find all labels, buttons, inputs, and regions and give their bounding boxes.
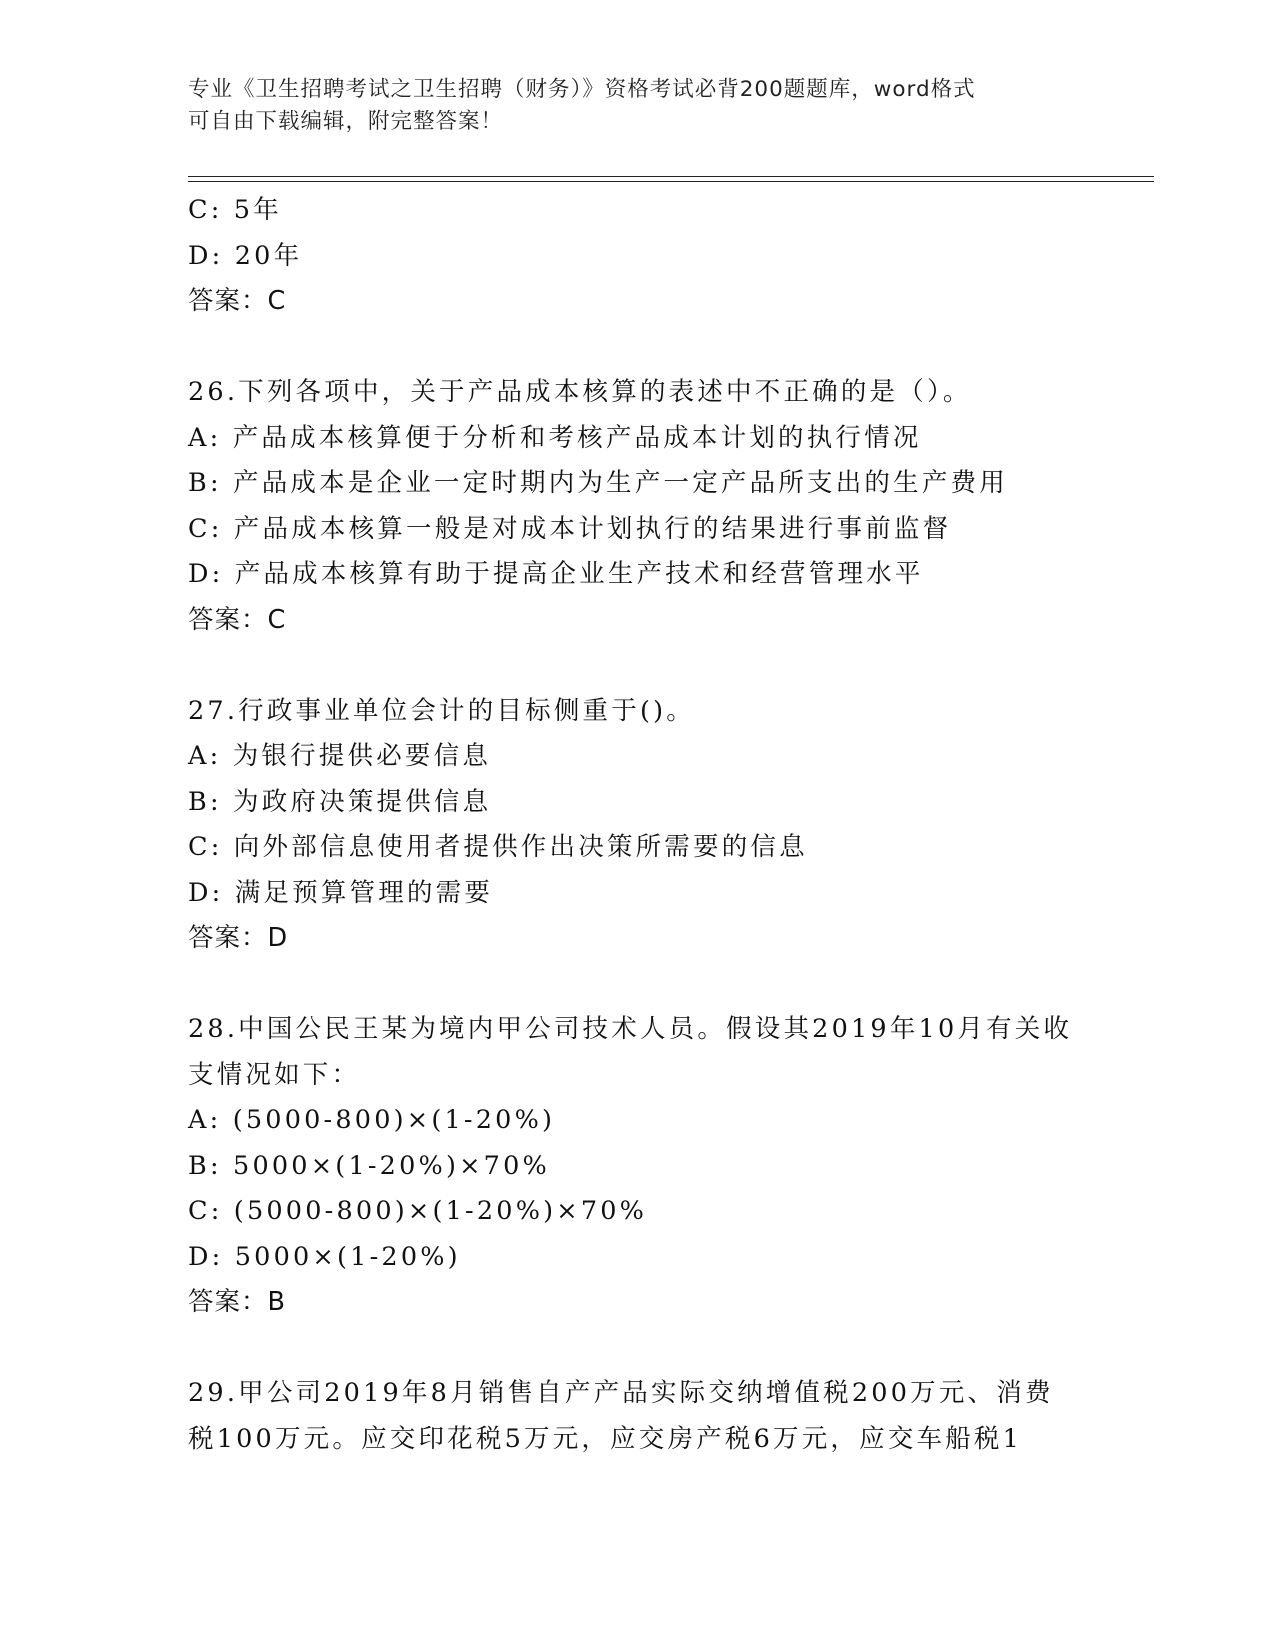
option-c: C: (5000-800)×(1-20%)×70% (188, 1196, 648, 1226)
question-29 (188, 1371, 1088, 1462)
question-25-continued (188, 188, 1088, 325)
option-d: D: 5000×(1-20%) (188, 1241, 461, 1272)
page-header (188, 74, 1088, 138)
header-line-2: 可自由下载编辑，附完整答案！ (188, 109, 504, 134)
option-a: A: 为银行提供必要信息 (188, 741, 492, 771)
option-b: B: 为政府决策提供信息 (188, 786, 492, 817)
header-rule-top (188, 176, 1154, 177)
question-stem: 27.行政事业单位会计的目标侧重于()。 (188, 695, 695, 726)
option-a: A: 产品成本核算便于分析和考核产品成本计划的执行情况 (188, 422, 922, 453)
option-a: A: (5000-800)×(1-20%) (188, 1105, 556, 1135)
header-rule-bottom (188, 181, 1154, 182)
question-26 (188, 370, 1088, 643)
option-b: B: 产品成本是企业一定时期内为生产一定产品所支出的生产费用 (188, 468, 1008, 498)
question-list (188, 188, 1088, 1462)
question-stem-continued: 支情况如下： (188, 1059, 361, 1090)
option-d: D: 满足预算管理的需要 (188, 877, 494, 908)
option-b: B: 5000×(1-20%)×70% (188, 1150, 550, 1181)
answer: 答案：C (188, 286, 287, 316)
question-stem-continued: 税100万元。应交印花税5万元，应交房产税6万元，应交车船税1 (188, 1423, 1023, 1454)
question-27 (188, 689, 1088, 962)
answer: 答案：C (188, 604, 287, 635)
spacer (188, 325, 1088, 371)
option-c: C: 向外部信息使用者提供作出决策所需要的信息 (188, 832, 808, 862)
question-stem: 26.下列各项中，关于产品成本核算的表述中不正确的是（）。 (188, 377, 972, 407)
spacer (188, 1326, 1088, 1372)
question-28 (188, 1007, 1088, 1326)
option-d: D: 20年 (188, 240, 303, 271)
option-d: D: 产品成本核算有助于提高企业生产技术和经营管理水平 (188, 559, 924, 589)
question-stem: 28.中国公民王某为境内甲公司技术人员。假设其2019年10月有关收 (188, 1014, 1073, 1044)
answer: 答案：D (188, 923, 289, 953)
option-c: C: 5年 (188, 195, 282, 225)
question-stem: 29.甲公司2019年8月销售自产产品实际交纳增值税200万元、消费 (188, 1378, 1054, 1408)
answer: 答案：B (188, 1287, 286, 1317)
spacer (188, 962, 1088, 1008)
header-line-1: 专业《卫生招聘考试之卫生招聘（财务）》资格考试必背200题题库，word格式 (188, 77, 976, 102)
spacer (188, 643, 1088, 689)
option-c: C: 产品成本核算一般是对成本计划执行的结果进行事前监督 (188, 513, 952, 544)
